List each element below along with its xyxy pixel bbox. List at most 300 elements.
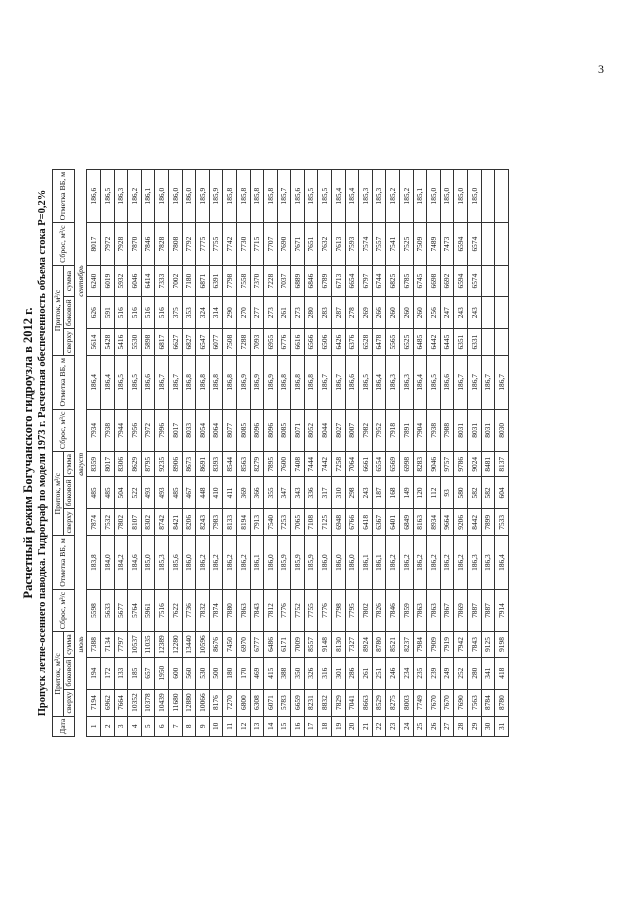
cell-august-level: 186,6 — [141, 355, 155, 408]
cell-july-upstream: 11680 — [168, 689, 182, 716]
cell-september-upstream: 5898 — [141, 328, 155, 355]
cell-august-sum: 8283 — [413, 451, 427, 476]
cell-september-lateral: 273 — [291, 296, 305, 328]
cell-july-lateral: 261 — [359, 657, 373, 689]
cell-august-sum: 8629 — [128, 451, 142, 476]
cell-september-lateral — [495, 296, 509, 328]
cell-august-upstream: 7533 — [495, 508, 509, 535]
cell-august-upstream: 7899 — [481, 508, 495, 535]
table-row — [223, 169, 237, 736]
rotated-page-content — [15, 23, 625, 883]
cell-august-discharge: 8031 — [468, 409, 482, 452]
cell-july-discharge: 7622 — [168, 589, 182, 632]
cell-september-sum: 6825 — [386, 265, 400, 296]
cell-september-discharge: 7557 — [372, 222, 386, 265]
cell-july-lateral: 469 — [250, 657, 264, 689]
cell-july-level: 186,2 — [236, 535, 250, 588]
month-label-row — [74, 169, 87, 736]
month-july: июль — [74, 631, 87, 656]
cell-august-upstream: 7125 — [318, 508, 332, 535]
cell-july-level: 186,1 — [250, 535, 264, 588]
cell-july-sum: 9198 — [495, 631, 509, 656]
table-body — [74, 169, 508, 736]
cell-september-upstream: 6627 — [168, 328, 182, 355]
month-september: сентябрь — [74, 265, 87, 296]
cell-date: 14 — [264, 716, 278, 737]
cell-august-level: 186,5 — [359, 355, 373, 408]
cell-july-level: 186,2 — [223, 535, 237, 588]
cell-september-upstream: 6445 — [440, 328, 454, 355]
table-row — [318, 169, 332, 736]
cell-september-lateral: 260 — [400, 296, 414, 328]
cell-august-level: 186,4 — [87, 355, 101, 408]
cell-july-upstream: 8275 — [386, 689, 400, 716]
cell-september-level: 185,6 — [291, 169, 305, 222]
table-row — [196, 169, 210, 736]
table-row — [372, 169, 386, 736]
cell-september-upstream: 6442 — [427, 328, 441, 355]
cell-july-level: 186,2 — [400, 535, 414, 588]
cell-september-level: 185,2 — [386, 169, 400, 222]
cell-august-lateral: 168 — [386, 477, 400, 509]
cell-august-upstream: 8442 — [468, 508, 482, 535]
cell-august-upstream: 7540 — [264, 508, 278, 535]
cell-july-lateral: 286 — [345, 657, 359, 689]
cell-august-lateral: 448 — [196, 477, 210, 509]
cell-august-lateral: 336 — [304, 477, 318, 509]
cell-august-lateral: 366 — [250, 477, 264, 509]
cell-july-upstream: 10352 — [128, 689, 142, 716]
cell-september-lateral: 280 — [304, 296, 318, 328]
cell-august-upstream: 8243 — [196, 508, 210, 535]
cell-july-upstream: 8529 — [372, 689, 386, 716]
cell-september-discharge: 7541 — [386, 222, 400, 265]
cell-august-sum: 8279 — [250, 451, 264, 476]
cell-september-discharge: 7870 — [128, 222, 142, 265]
cell-july-discharge: 7863 — [413, 589, 427, 632]
cell-july-sum: 7327 — [345, 631, 359, 656]
cell-august-upstream: 7108 — [304, 508, 318, 535]
cell-august-lateral: 493 — [141, 477, 155, 509]
cell-july-discharge: 7516 — [155, 589, 169, 632]
cell-august-level: 186,6 — [345, 355, 359, 408]
cell-september-sum: 7370 — [250, 265, 264, 296]
cell-date: 12 — [236, 716, 250, 737]
cell-august-lateral: 369 — [236, 477, 250, 509]
cell-september-discharge: 7509 — [413, 222, 427, 265]
cell-august-upstream: 9206 — [454, 508, 468, 535]
cell-august-level: 186,9 — [250, 355, 264, 408]
cell-august-upstream: 8302 — [141, 508, 155, 535]
cell-july-upstream: 7563 — [468, 689, 482, 716]
cell-september-sum: 6713 — [332, 265, 346, 296]
cell-july-sum: 10596 — [196, 631, 210, 656]
cell-september-lateral: 278 — [345, 296, 359, 328]
cell-august-discharge: 8096 — [264, 409, 278, 452]
cell-july-discharge: 7802 — [359, 589, 373, 632]
table-row — [291, 169, 305, 736]
cell-july-upstream: 7670 — [427, 689, 441, 716]
cell-september-level: 185,9 — [209, 169, 223, 222]
header-inflow-september: Приток, м³/с — [53, 265, 64, 355]
cell-september-sum: 7558 — [236, 265, 250, 296]
cell-september-discharge: 7715 — [250, 222, 264, 265]
cell-august-upstream: 8194 — [236, 508, 250, 535]
cell-september-upstream: 6817 — [155, 328, 169, 355]
cell-july-upstream: 7670 — [440, 689, 454, 716]
header-upstream: сверху — [63, 328, 74, 355]
table-row — [128, 169, 142, 736]
cell-july-lateral: 246 — [386, 657, 400, 689]
cell-july-level: 186,4 — [495, 535, 509, 588]
cell-september-sum: 6414 — [141, 265, 155, 296]
table-row — [155, 169, 169, 736]
table-row — [236, 169, 250, 736]
cell-august-sum: 8906 — [168, 451, 182, 476]
cell-july-sum: 12280 — [168, 631, 182, 656]
cell-july-discharge: 7812 — [264, 589, 278, 632]
cell-august-upstream: 7913 — [250, 508, 264, 535]
cell-september-lateral: 516 — [114, 296, 128, 328]
cell-september-discharge: 7525 — [400, 222, 414, 265]
cell-september-sum: 6574 — [468, 265, 482, 296]
cell-august-lateral: 298 — [345, 477, 359, 509]
cell-july-upstream: 7664 — [114, 689, 128, 716]
cell-august-discharge: 8054 — [196, 409, 210, 452]
cell-date: 19 — [332, 716, 346, 737]
cell-august-level: 186,4 — [413, 355, 427, 408]
table-row — [345, 169, 359, 736]
header-level-august: Отметка ВБ, м — [53, 355, 75, 408]
cell-july-lateral: 252 — [454, 657, 468, 689]
table-row — [250, 169, 264, 736]
cell-july-lateral: 350 — [291, 657, 305, 689]
cell-september-upstream: 6616 — [291, 328, 305, 355]
cell-august-upstream: 6766 — [345, 508, 359, 535]
cell-july-level: 186,2 — [454, 535, 468, 588]
cell-september-lateral: 277 — [250, 296, 264, 328]
cell-september-sum: 7333 — [155, 265, 169, 296]
cell-july-sum: 8237 — [400, 631, 414, 656]
cell-august-upstream: 8206 — [182, 508, 196, 535]
cell-september-discharge: 7593 — [345, 222, 359, 265]
cell-september-level: 185,9 — [196, 169, 210, 222]
cell-august-sum: 7258 — [332, 451, 346, 476]
cell-july-sum: 8521 — [386, 631, 400, 656]
cell-july-level: 186,2 — [209, 535, 223, 588]
cell-july-upstream: 7690 — [454, 689, 468, 716]
cell-september-sum: 7037 — [277, 265, 291, 296]
cell-september-lateral: 626 — [87, 296, 101, 328]
cell-september-level: 185,4 — [345, 169, 359, 222]
cell-september-lateral — [481, 296, 495, 328]
cell-august-upstream: 8934 — [427, 508, 441, 535]
header-upstream: сверху — [63, 689, 74, 716]
header-level-july: Отметка ВБ, м — [53, 535, 75, 588]
cell-date: 25 — [413, 716, 427, 737]
cell-july-upstream: 6071 — [264, 689, 278, 716]
cell-july-lateral: 418 — [495, 657, 509, 689]
cell-july-discharge: 7776 — [318, 589, 332, 632]
cell-september-lateral: 266 — [372, 296, 386, 328]
header-level-september: Отметка ВБ, м — [53, 169, 75, 222]
cell-september-upstream: 6827 — [182, 328, 196, 355]
cell-september-upstream: 7093 — [250, 328, 264, 355]
cell-august-upstream: 7253 — [277, 508, 291, 535]
cell-august-level: 186,9 — [236, 355, 250, 408]
cell-july-lateral: 657 — [141, 657, 155, 689]
cell-september-level: 185,3 — [372, 169, 386, 222]
table-row — [413, 169, 427, 736]
cell-july-upstream: 6962 — [100, 689, 114, 716]
cell-september-lateral: 516 — [141, 296, 155, 328]
cell-july-sum: 7984 — [413, 631, 427, 656]
cell-date: 6 — [155, 716, 169, 737]
cell-september-lateral: 270 — [236, 296, 250, 328]
cell-september-sum: 6594 — [454, 265, 468, 296]
cell-august-level: 186,7 — [481, 355, 495, 408]
header-upstream: сверху — [63, 508, 74, 535]
cell-july-level: 184,2 — [114, 535, 128, 588]
cell-august-lateral: 93 — [440, 477, 454, 509]
cell-july-discharge: 5633 — [100, 589, 114, 632]
cell-july-upstream: 10378 — [141, 689, 155, 716]
cell-july-level: 186,2 — [413, 535, 427, 588]
cell-date: 7 — [168, 716, 182, 737]
cell-july-upstream: 12880 — [182, 689, 196, 716]
cell-july-level: 186,0 — [318, 535, 332, 588]
cell-september-discharge: 7792 — [182, 222, 196, 265]
cell-september-sum: 6692 — [440, 265, 454, 296]
cell-september-upstream: 6547 — [196, 328, 210, 355]
cell-september-lateral: 324 — [196, 296, 210, 328]
header-lateral: боковой — [63, 657, 74, 689]
cell-august-level: 186,8 — [277, 355, 291, 408]
header-lateral: боковой — [63, 296, 74, 328]
cell-august-lateral: 187 — [372, 477, 386, 509]
cell-july-lateral: 133 — [114, 657, 128, 689]
cell-september-sum: 6019 — [100, 265, 114, 296]
cell-july-level: 186,2 — [196, 535, 210, 588]
cell-august-discharge: 7952 — [372, 409, 386, 452]
cell-august-sum: 6998 — [400, 451, 414, 476]
cell-september-upstream: 6485 — [413, 328, 427, 355]
cell-august-level: 186,7 — [318, 355, 332, 408]
cell-september-upstream: 6525 — [400, 328, 414, 355]
table-row — [332, 169, 346, 736]
cell-august-lateral: 243 — [359, 477, 373, 509]
cell-september-sum: 5932 — [114, 265, 128, 296]
cell-july-sum: 6777 — [250, 631, 264, 656]
cell-july-lateral: 172 — [100, 657, 114, 689]
cell-july-upstream: 10439 — [155, 689, 169, 716]
cell-july-sum: 7909 — [427, 631, 441, 656]
cell-september-discharge: 8017 — [87, 222, 101, 265]
cell-september-level: 186,6 — [87, 169, 101, 222]
cell-july-lateral: 415 — [264, 657, 278, 689]
cell-date: 30 — [481, 716, 495, 737]
cell-august-discharge: 7988 — [440, 409, 454, 452]
cell-august-level: 186,8 — [182, 355, 196, 408]
cell-july-level: 186,0 — [182, 535, 196, 588]
cell-august-lateral: 582 — [481, 477, 495, 509]
cell-july-sum: 8676 — [209, 631, 223, 656]
cell-september-level — [481, 169, 495, 222]
cell-july-level: 186,2 — [386, 535, 400, 588]
cell-date: 20 — [345, 716, 359, 737]
cell-date: 29 — [468, 716, 482, 737]
cell-august-lateral: 410 — [209, 477, 223, 509]
cell-july-discharge: 7887 — [468, 589, 482, 632]
cell-september-level: 185,2 — [400, 169, 414, 222]
cell-july-upstream: 7041 — [345, 689, 359, 716]
cell-september-upstream: 6528 — [359, 328, 373, 355]
cell-august-lateral: 149 — [400, 477, 414, 509]
cell-september-lateral: 287 — [332, 296, 346, 328]
cell-september-level: 186,2 — [128, 169, 142, 222]
cell-july-upstream: 6800 — [236, 689, 250, 716]
cell-date: 10 — [209, 716, 223, 737]
cell-july-discharge: 5598 — [87, 589, 101, 632]
cell-date: 16 — [291, 716, 305, 737]
table-row — [427, 169, 441, 736]
cell-august-discharge: 8071 — [291, 409, 305, 452]
cell-august-lateral: 582 — [468, 477, 482, 509]
cell-august-sum: 7408 — [291, 451, 305, 476]
cell-july-discharge: 5677 — [114, 589, 128, 632]
cell-september-level: 186,3 — [114, 169, 128, 222]
cell-august-discharge: 7918 — [386, 409, 400, 452]
cell-august-sum: 7444 — [304, 451, 318, 476]
table-row — [182, 169, 196, 736]
cell-september-level: 185,0 — [468, 169, 482, 222]
cell-august-sum: 8306 — [114, 451, 128, 476]
cell-september-level: 185,3 — [359, 169, 373, 222]
cell-august-lateral: 120 — [413, 477, 427, 509]
cell-august-level: 186,8 — [196, 355, 210, 408]
cell-september-lateral: 375 — [168, 296, 182, 328]
cell-date: 15 — [277, 716, 291, 737]
cell-july-discharge: 5961 — [141, 589, 155, 632]
cell-july-discharge: 7914 — [495, 589, 509, 632]
cell-september-level: 185,0 — [440, 169, 454, 222]
cell-july-lateral: 170 — [236, 657, 250, 689]
cell-july-sum: 6970 — [236, 631, 250, 656]
cell-august-sum: 7600 — [277, 451, 291, 476]
cell-september-lateral: 273 — [264, 296, 278, 328]
cell-july-upstream: 7749 — [413, 689, 427, 716]
cell-july-upstream: 7194 — [87, 689, 101, 716]
cell-august-discharge: 7904 — [413, 409, 427, 452]
table-row — [114, 169, 128, 736]
cell-july-upstream: 7270 — [223, 689, 237, 716]
cell-august-level: 186,5 — [427, 355, 441, 408]
cell-july-lateral: 560 — [182, 657, 196, 689]
cell-september-sum: 6889 — [291, 265, 305, 296]
cell-date: 26 — [427, 716, 441, 737]
cell-september-upstream: 5565 — [386, 328, 400, 355]
cell-september-upstream: 6351 — [454, 328, 468, 355]
cell-august-level: 186,7 — [495, 355, 509, 408]
cell-september-sum: 6797 — [359, 265, 373, 296]
header-inflow-august: Приток, м³/с — [53, 451, 64, 535]
cell-august-lateral: 355 — [264, 477, 278, 509]
cell-july-discharge: 7867 — [440, 589, 454, 632]
cell-august-upstream: 8742 — [155, 508, 169, 535]
cell-september-upstream: 6077 — [209, 328, 223, 355]
cell-august-discharge: 7891 — [400, 409, 414, 452]
cell-august-upstream: 7802 — [114, 508, 128, 535]
table-row — [209, 169, 223, 736]
cell-july-lateral: 235 — [413, 657, 427, 689]
cell-september-discharge: 6574 — [468, 222, 482, 265]
cell-july-discharge: 7887 — [481, 589, 495, 632]
cell-september-level: 186,0 — [182, 169, 196, 222]
cell-july-level: 186,0 — [332, 535, 346, 588]
cell-september-sum: 6871 — [196, 265, 210, 296]
cell-august-lateral: 317 — [318, 477, 332, 509]
cell-july-sum: 8557 — [304, 631, 318, 656]
cell-august-sum: 6661 — [359, 451, 373, 476]
cell-july-discharge: 7874 — [209, 589, 223, 632]
cell-july-upstream: 8176 — [209, 689, 223, 716]
cell-july-discharge: 7736 — [182, 589, 196, 632]
cell-august-level: 186,3 — [386, 355, 400, 408]
cell-september-discharge: 7574 — [359, 222, 373, 265]
cell-july-discharge: 7846 — [386, 589, 400, 632]
cell-august-discharge: 7996 — [155, 409, 169, 452]
cell-september-level: 185,0 — [454, 169, 468, 222]
cell-september-discharge: 7632 — [318, 222, 332, 265]
cell-july-discharge: 7755 — [304, 589, 318, 632]
cell-july-upstream: 6308 — [250, 689, 264, 716]
cell-july-discharge: 7795 — [345, 589, 359, 632]
table-row — [304, 169, 318, 736]
cell-august-upstream: 6401 — [386, 508, 400, 535]
cell-september-lateral: 314 — [209, 296, 223, 328]
cell-august-sum: 8673 — [182, 451, 196, 476]
cell-august-discharge: 8096 — [250, 409, 264, 452]
cell-august-level: 186,7 — [454, 355, 468, 408]
cell-september-lateral: 283 — [318, 296, 332, 328]
cell-july-lateral: 341 — [481, 657, 495, 689]
cell-september-upstream: 5530 — [128, 328, 142, 355]
header-inflow-july: Приток, м³/с — [53, 631, 64, 715]
cell-july-sum: 9148 — [318, 631, 332, 656]
cell-july-sum: 9125 — [481, 631, 495, 656]
cell-august-upstream: 7065 — [291, 508, 305, 535]
cell-september-discharge: 7742 — [223, 222, 237, 265]
cell-august-discharge: 7938 — [427, 409, 441, 452]
cell-august-upstream: 7983 — [209, 508, 223, 535]
cell-july-upstream: 7829 — [332, 689, 346, 716]
cell-august-discharge: 7938 — [100, 409, 114, 452]
cell-august-upstream: 6418 — [359, 508, 373, 535]
cell-september-level: 185,8 — [264, 169, 278, 222]
cell-august-level: 186,7 — [155, 355, 169, 408]
cell-date: 27 — [440, 716, 454, 737]
cell-july-sum: 8780 — [372, 631, 386, 656]
cell-july-lateral: 180 — [223, 657, 237, 689]
cell-july-lateral: 301 — [332, 657, 346, 689]
cell-august-sum: 9046 — [427, 451, 441, 476]
table-row — [468, 169, 482, 736]
cell-august-lateral: 467 — [182, 477, 196, 509]
cell-date: 23 — [386, 716, 400, 737]
cell-july-discharge: 7826 — [372, 589, 386, 632]
header-discharge-july: Сброс, м³/с — [53, 589, 75, 632]
cell-september-level: 186,5 — [100, 169, 114, 222]
